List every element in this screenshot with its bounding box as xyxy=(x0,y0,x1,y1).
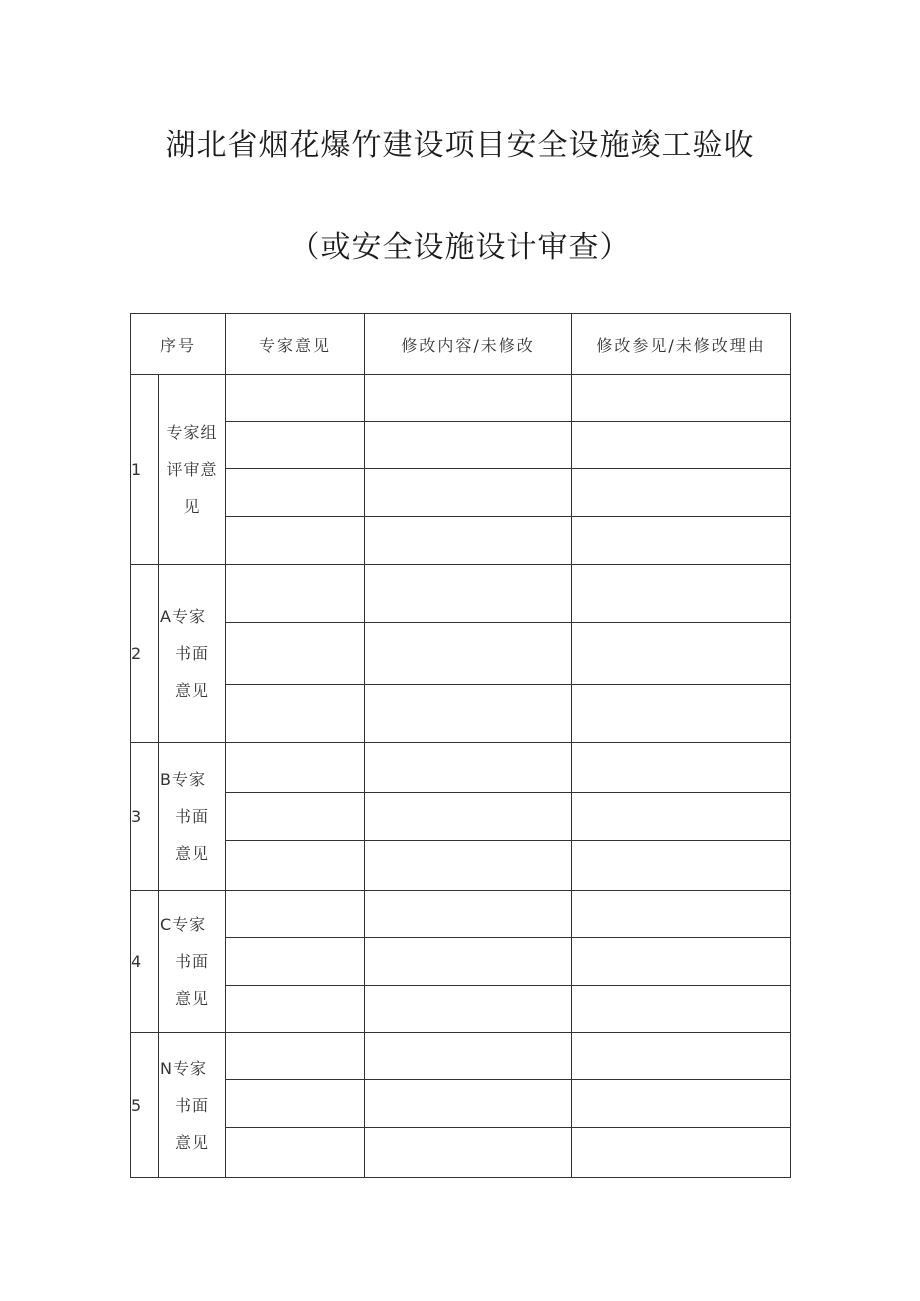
modification-cell[interactable] xyxy=(365,375,572,422)
reason-cell[interactable] xyxy=(572,841,791,891)
header-modification: 修改内容/未修改 xyxy=(365,314,572,375)
group-label xyxy=(159,891,226,1033)
group-label-line: 书面 xyxy=(175,807,210,826)
expert-opinion-cell[interactable] xyxy=(226,685,365,743)
group-label xyxy=(159,743,226,891)
table-row xyxy=(131,685,791,743)
expert-opinion-cell[interactable] xyxy=(226,938,365,986)
table-row xyxy=(131,469,791,517)
expert-opinion-cell[interactable] xyxy=(226,793,365,841)
reason-cell[interactable] xyxy=(572,565,791,623)
group-label-line: 意见 xyxy=(175,989,210,1008)
table-row xyxy=(131,1033,791,1080)
modification-cell[interactable] xyxy=(365,841,572,891)
group-label-line: 意见 xyxy=(175,681,210,700)
modification-cell[interactable] xyxy=(365,517,572,565)
modification-cell[interactable] xyxy=(365,793,572,841)
group-label-line: 书面 xyxy=(175,644,210,663)
modification-cell[interactable] xyxy=(365,565,572,623)
reason-cell[interactable] xyxy=(572,517,791,565)
modification-cell[interactable] xyxy=(365,1080,572,1128)
group-label-line: C专家 xyxy=(160,915,207,934)
modification-cell[interactable] xyxy=(365,469,572,517)
modification-cell[interactable] xyxy=(365,938,572,986)
reason-cell[interactable] xyxy=(572,743,791,793)
expert-opinion-cell[interactable] xyxy=(226,986,365,1033)
group-label-line: 意见 xyxy=(175,844,210,863)
expert-opinion-cell[interactable] xyxy=(226,623,365,685)
table-row xyxy=(131,623,791,685)
group-label xyxy=(159,375,226,565)
modification-cell[interactable] xyxy=(365,891,572,938)
modification-cell[interactable] xyxy=(365,1128,572,1178)
reason-cell[interactable] xyxy=(572,891,791,938)
header-reason: 修改参见/未修改理由 xyxy=(572,314,791,375)
reason-cell[interactable] xyxy=(572,469,791,517)
expert-opinion-cell[interactable] xyxy=(226,891,365,938)
expert-opinion-cell[interactable] xyxy=(226,1128,365,1178)
group-number: 1 xyxy=(131,375,159,565)
reason-cell[interactable] xyxy=(572,1128,791,1178)
group-number: 2 xyxy=(131,565,159,743)
expert-opinion-cell[interactable] xyxy=(226,743,365,793)
group-label-line: 书面 xyxy=(175,1095,210,1115)
group-label-line: 专家组 xyxy=(166,423,218,442)
header-row xyxy=(131,314,791,375)
header-index: 序号 xyxy=(131,314,226,375)
group-label-line: 见 xyxy=(183,497,201,516)
modification-cell[interactable] xyxy=(365,986,572,1033)
header-expert-opinion: 专家意见 xyxy=(226,314,365,375)
modification-cell[interactable] xyxy=(365,743,572,793)
table-row xyxy=(131,565,791,623)
table-row xyxy=(131,1080,791,1128)
table-row xyxy=(131,743,791,793)
table-row xyxy=(131,938,791,986)
reason-cell[interactable] xyxy=(572,685,791,743)
group-label-line: B专家 xyxy=(160,770,206,789)
group-number: 5 xyxy=(131,1033,159,1178)
reason-cell[interactable] xyxy=(572,986,791,1033)
table-row xyxy=(131,841,791,891)
expert-opinion-cell[interactable] xyxy=(226,469,365,517)
group-label-line: 评审意 xyxy=(166,460,218,479)
table-row xyxy=(131,891,791,938)
page-title: 湖北省烟花爆竹建设项目安全设施竣工验收 xyxy=(165,128,755,163)
table-row xyxy=(131,1128,791,1178)
table-row xyxy=(131,422,791,469)
reason-cell[interactable] xyxy=(572,1033,791,1080)
form-body xyxy=(131,375,791,1178)
expert-opinion-cell[interactable] xyxy=(226,422,365,469)
table-row xyxy=(131,793,791,841)
reason-cell[interactable] xyxy=(572,375,791,422)
expert-opinion-cell[interactable] xyxy=(226,375,365,422)
modification-cell[interactable] xyxy=(365,1033,572,1080)
group-label xyxy=(159,1033,226,1178)
modification-cell[interactable] xyxy=(365,422,572,469)
group-label xyxy=(159,565,226,743)
reason-cell[interactable] xyxy=(572,623,791,685)
group-label-line: 书面 xyxy=(175,952,210,971)
expert-opinion-cell[interactable] xyxy=(226,841,365,891)
reason-cell[interactable] xyxy=(572,422,791,469)
group-number: 4 xyxy=(131,891,159,1033)
table-row xyxy=(131,986,791,1033)
group-number: 3 xyxy=(131,743,159,891)
group-label-line: A专家 xyxy=(160,607,206,626)
review-form-table xyxy=(130,313,791,1178)
table-row xyxy=(131,375,791,422)
page-subtitle: （或安全设施设计审查） xyxy=(289,230,631,265)
reason-cell[interactable] xyxy=(572,793,791,841)
modification-cell[interactable] xyxy=(365,623,572,685)
reason-cell[interactable] xyxy=(572,938,791,986)
expert-opinion-cell[interactable] xyxy=(226,1080,365,1128)
reason-cell[interactable] xyxy=(572,1080,791,1128)
expert-opinion-cell[interactable] xyxy=(226,565,365,623)
expert-opinion-cell[interactable] xyxy=(226,517,365,565)
expert-opinion-cell[interactable] xyxy=(226,1033,365,1080)
modification-cell[interactable] xyxy=(365,685,572,743)
group-label-line: N专家 xyxy=(160,1058,207,1078)
table-row xyxy=(131,517,791,565)
group-label-line: 意见 xyxy=(175,1132,210,1152)
